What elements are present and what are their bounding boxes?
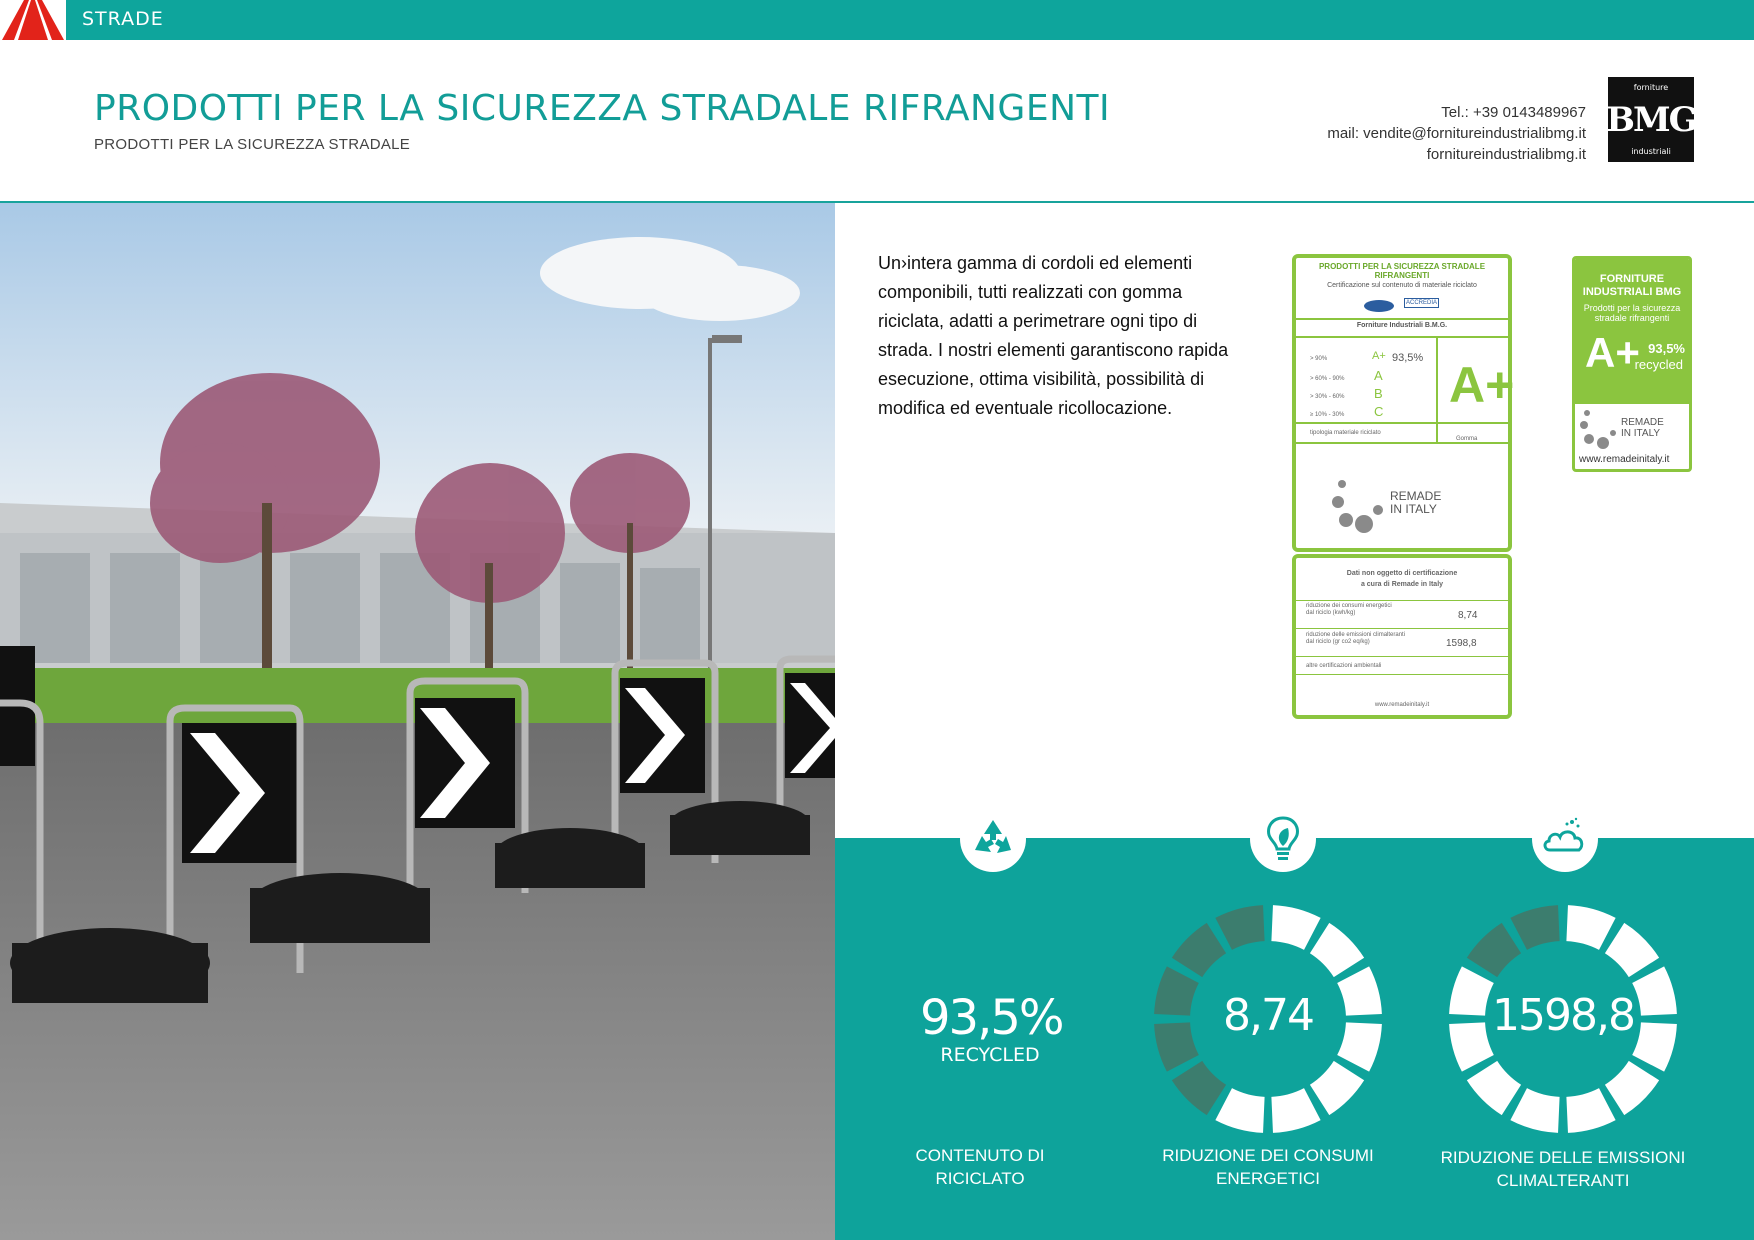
section-label: STRADE — [82, 8, 164, 30]
stat-recycled-label-line1: CONTENUTO DI — [915, 1146, 1045, 1165]
cert2-emission-label-line1: riduzione delle emissioni climalteranti — [1306, 632, 1406, 638]
recycled-certificate-data — [1292, 554, 1512, 719]
emission-ring-segment — [1467, 923, 1521, 977]
recycled-certificate — [1292, 254, 1515, 552]
energy-ring-segment — [1172, 1061, 1226, 1115]
contact-web[interactable]: fornitureindustrialibmg.it — [1426, 146, 1586, 163]
contact-mail[interactable]: mail: vendite@fornitureindustrialibmg.it — [1327, 125, 1586, 142]
accredia-logo: ACCREDIA — [1406, 300, 1438, 306]
cert2-title-line2: a cura di Remade in Italy — [1360, 581, 1444, 588]
cert2-energy-value: 8,74 — [1458, 610, 1478, 621]
cert-company: Forniture Industriali B.M.G. — [1356, 322, 1448, 329]
badge-sub-line1: Prodotti per la sicurezza — [1583, 303, 1681, 313]
energy-ring-segment — [1215, 1088, 1264, 1133]
cert-range-2: > 60% - 90% — [1310, 376, 1345, 382]
product-photo — [0, 203, 835, 1240]
recycled-badge — [1572, 256, 1692, 472]
cert-grade-4: C — [1374, 404, 1384, 419]
cloud-icon-badge — [1532, 806, 1598, 872]
emission-ring-segment — [1605, 1061, 1659, 1115]
cert-big-grade: A+ — [1449, 357, 1515, 413]
recycle-icon — [960, 806, 1026, 872]
contact-block — [1327, 102, 1586, 165]
stat-recycled-label-line2: RICICLATO — [935, 1169, 1025, 1188]
cert-material: Gomma — [1456, 436, 1478, 442]
cert-grade-3: B — [1374, 386, 1383, 401]
badge-remade-logo — [1621, 417, 1664, 439]
page-title: PRODOTTI PER LA SICUREZZA STRADALE RIFRANGENTI — [94, 88, 1111, 129]
badge-percent: 93,5% — [1648, 341, 1685, 356]
emission-ring-segment — [1605, 923, 1659, 977]
energy-ring-segment — [1215, 905, 1264, 950]
energy-ring-segment — [1310, 923, 1364, 977]
logo-text: BMG — [1606, 99, 1696, 140]
stat-energy-label-line1: RIDUZIONE DEI CONSUMI — [1162, 1146, 1374, 1165]
cert-remade-line1: REMADE — [1390, 489, 1442, 503]
emission-ring-segment — [1510, 1088, 1559, 1133]
energy-ring-segment — [1271, 905, 1320, 950]
badge-grade: A+ — [1585, 329, 1640, 376]
stat-energy-label-line2: ENERGETICI — [1216, 1169, 1320, 1188]
lightbulb-leaf-icon — [1250, 806, 1316, 872]
badge-remade-line1: REMADE — [1621, 417, 1664, 428]
cert2-energy-label-line2: dal riciclo (kwh/kg) — [1306, 610, 1356, 616]
emission-ring-segment — [1510, 905, 1559, 950]
badge-recycled: recycled — [1634, 357, 1683, 372]
product-description: Un›intera gamma di cordoli ed elementi componibili, tutti realizzati con gomma riciclata, adatti a perimetrare ogni tipo di strada. I nostri elementi garantiscono rapida esecuzione, ottima visibilità, possibilità di modifica ed eventuale ricollocazione. — [878, 253, 1229, 418]
stat-energy-value: 8,74 — [1223, 990, 1313, 1041]
stat-emission-label — [1433, 1146, 1693, 1192]
cert2-url: www.remadeinitaly.it — [1374, 702, 1430, 708]
remade-dots-icon — [1332, 474, 1392, 534]
badge-name-line1: FORNITURE — [1599, 273, 1665, 285]
emission-ring-segment — [1566, 1088, 1615, 1133]
stat-emission-value: 1598,8 — [1492, 990, 1634, 1041]
cert2-energy-label-line1: riduzione dei consumi energetici — [1306, 603, 1392, 609]
company-logo — [1608, 77, 1694, 162]
emission-ring-segment — [1467, 1061, 1521, 1115]
cert-range-3: > 30% - 60% — [1310, 394, 1345, 400]
top-bar — [0, 0, 1754, 40]
cert-grade-2: A — [1374, 368, 1383, 383]
cert2-title-line1: Dati non oggetto di certificazione — [1346, 570, 1458, 577]
badge-sub-line2: stradale rifrangenti — [1594, 313, 1670, 323]
badge-url: www.remadeinitaly.it — [1579, 454, 1670, 465]
cert-material-label: tipologia materiale riciclato — [1310, 430, 1381, 436]
cert2-other-label: altre certificazioni ambientali — [1306, 663, 1382, 669]
emission-ring-segment — [1566, 905, 1615, 950]
cert-range-1: > 90% — [1310, 356, 1328, 362]
stat-emission-label-line1: RIDUZIONE DELLE EMISSIONI — [1440, 1148, 1686, 1167]
cert-title: PRODOTTI PER LA SICUREZZA STRADALE RIFRANGENTI — [1318, 262, 1486, 280]
cert2-emission-label-line2: dal riciclo (gr co2 eq/kg) — [1306, 639, 1370, 645]
cert2-energy-label — [1306, 603, 1392, 617]
badge-remade-dots-icon — [1579, 407, 1619, 451]
recycle-icon-badge — [960, 806, 1026, 872]
energy-ring-segment — [1172, 923, 1226, 977]
cloud-icon — [1532, 806, 1598, 872]
badge-remade-line2: IN ITALY — [1621, 428, 1661, 439]
stat-recycled-value: 93,5% — [920, 990, 1063, 1046]
energy-ring-segment — [1310, 1061, 1364, 1115]
lightbulb-icon-badge — [1250, 806, 1316, 872]
stat-recycled-label — [860, 1144, 1100, 1190]
badge-name-line2: INDUSTRIALI BMG — [1582, 286, 1682, 298]
stat-energy-label — [1152, 1144, 1384, 1190]
stat-emission-label-line2: CLIMALTERANTI — [1496, 1171, 1630, 1190]
logo-ring-bottom: industriali — [1631, 147, 1671, 156]
contact-tel: Tel.: +39 0143489967 — [1441, 104, 1586, 121]
cert-remade-line2: IN ITALY — [1390, 502, 1437, 516]
badge-header — [1575, 259, 1689, 404]
cert2-emission-label — [1306, 632, 1405, 646]
cert-remade-logo — [1390, 490, 1441, 516]
stat-recycled-sub: RECYCLED — [940, 1044, 1040, 1066]
cert2-emission-value: 1598,8 — [1446, 638, 1477, 649]
cert-percent: 93,5% — [1392, 352, 1424, 364]
cert-seal-icon — [1364, 300, 1394, 312]
cert-subtitle: Certificazione sul contenuto di materiale riciclato — [1327, 282, 1477, 289]
cert-range-4: ≥ 10% - 30% — [1310, 412, 1345, 418]
logo-ring-top: forniture — [1633, 83, 1669, 92]
road-icon — [0, 0, 66, 40]
energy-ring-segment — [1271, 1088, 1320, 1133]
page-subtitle: PRODOTTI PER LA SICUREZZA STRADALE — [94, 136, 411, 153]
cert-grade-1: A+ — [1372, 350, 1386, 362]
